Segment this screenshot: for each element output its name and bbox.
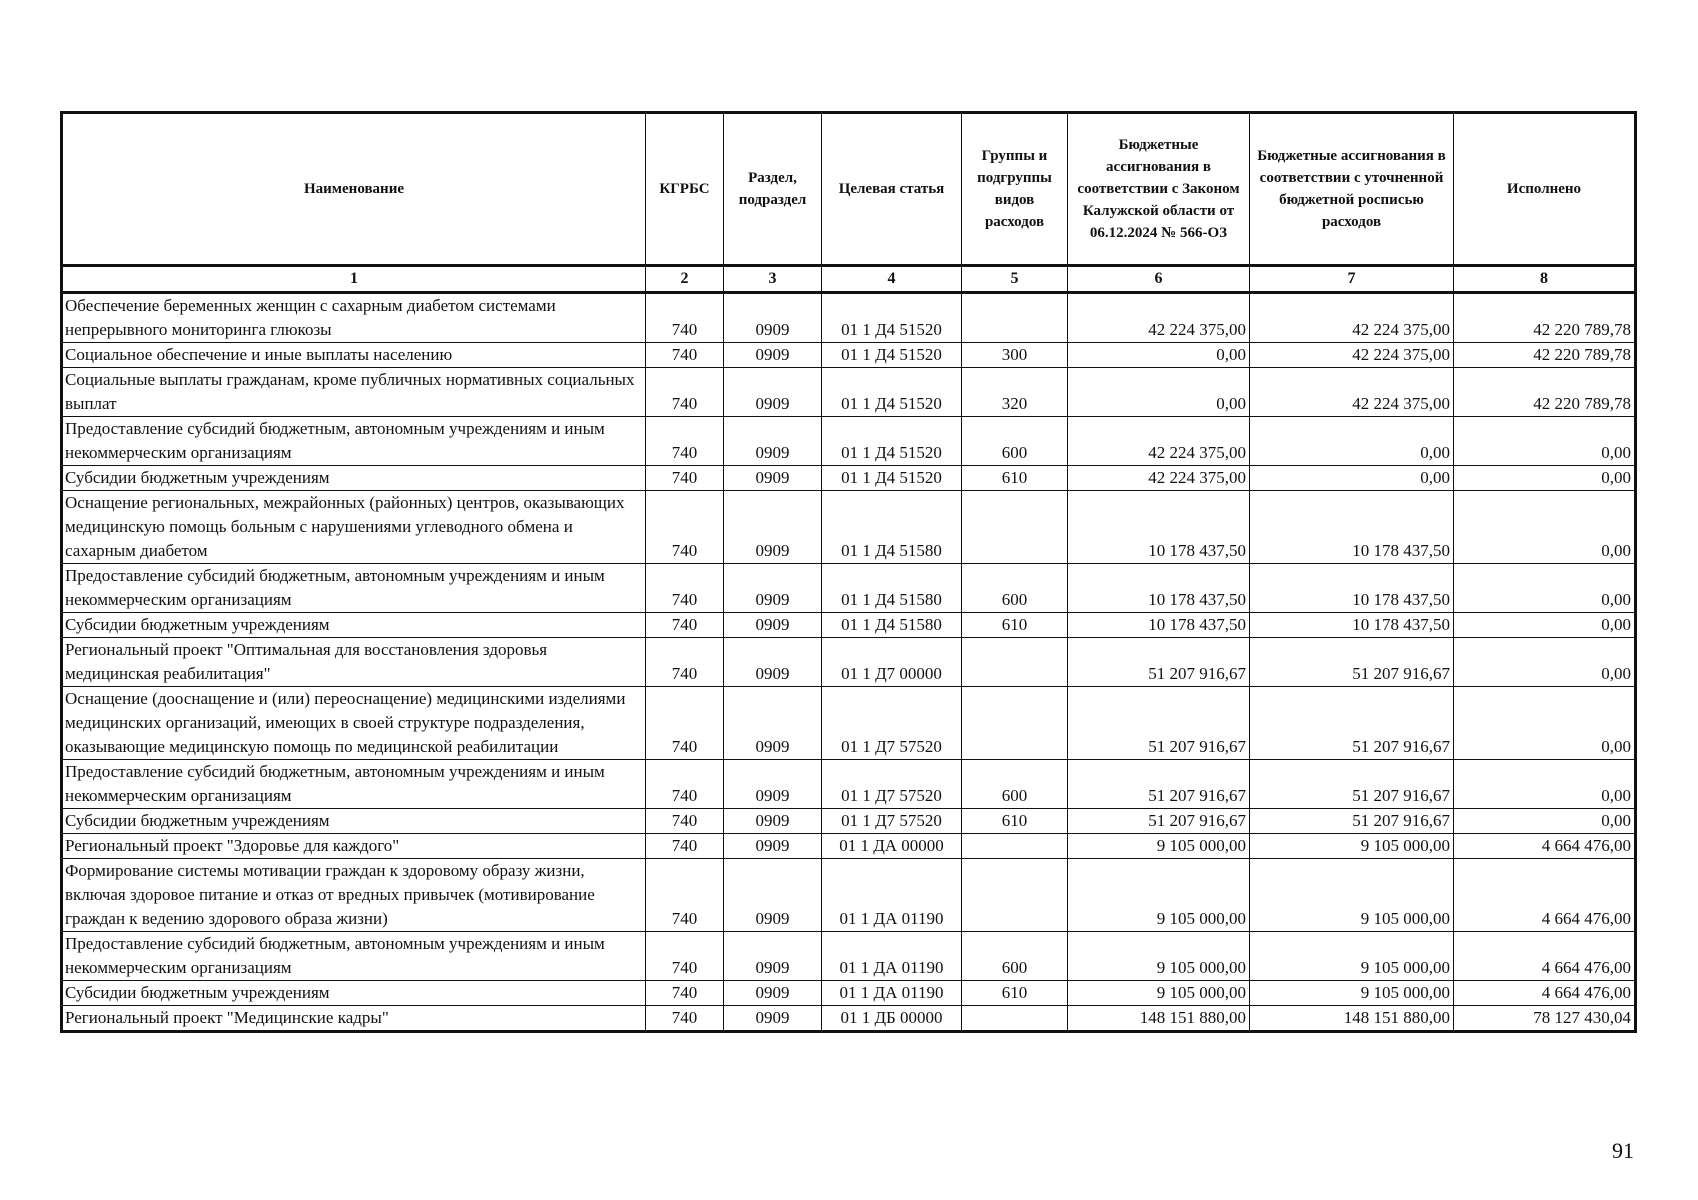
- cell-kgrbs: 740: [646, 417, 724, 466]
- cell-law-appropriation: 9 105 000,00: [1068, 859, 1250, 932]
- table-row: [62, 368, 1636, 417]
- cell-expense-group: 600: [962, 417, 1068, 466]
- cell-refined-appropriation: 0,00: [1250, 417, 1454, 466]
- cell-name: Оснащение (дооснащение и (или) переоснащение) медицинскими изделиями медицинских организаций, имеющих в своей структуре подразделения, оказывающие медицинскую помощь по медицинской реабилитации: [62, 687, 646, 760]
- cell-expense-group: 610: [962, 981, 1068, 1006]
- cell-section: 0909: [724, 932, 822, 981]
- table-row: [62, 981, 1636, 1006]
- cell-law-appropriation: 9 105 000,00: [1068, 981, 1250, 1006]
- cell-section: 0909: [724, 809, 822, 834]
- header-section: Раздел, подраздел: [724, 113, 822, 266]
- cell-target-article: 01 1 Д4 51520: [822, 293, 962, 343]
- cell-kgrbs: 740: [646, 368, 724, 417]
- cell-kgrbs: 740: [646, 834, 724, 859]
- cell-refined-appropriation: 10 178 437,50: [1250, 564, 1454, 613]
- cell-name: Предоставление субсидий бюджетным, автономным учреждениям и иным некоммерческим организациям: [62, 417, 646, 466]
- cell-section: 0909: [724, 1006, 822, 1032]
- cell-kgrbs: 740: [646, 809, 724, 834]
- cell-expense-group: 600: [962, 932, 1068, 981]
- cell-expense-group: 600: [962, 564, 1068, 613]
- cell-section: 0909: [724, 638, 822, 687]
- cell-refined-appropriation: 42 224 375,00: [1250, 293, 1454, 343]
- cell-law-appropriation: 51 207 916,67: [1068, 687, 1250, 760]
- cell-target-article: 01 1 ДА 01190: [822, 981, 962, 1006]
- cell-kgrbs: 740: [646, 638, 724, 687]
- cell-name: Субсидии бюджетным учреждениям: [62, 981, 646, 1006]
- cell-name: Предоставление субсидий бюджетным, автономным учреждениям и иным некоммерческим организациям: [62, 932, 646, 981]
- cell-refined-appropriation: 0,00: [1250, 466, 1454, 491]
- cell-expense-group: [962, 687, 1068, 760]
- cell-refined-appropriation: 10 178 437,50: [1250, 491, 1454, 564]
- cell-section: 0909: [724, 981, 822, 1006]
- cell-target-article: 01 1 Д4 51520: [822, 417, 962, 466]
- cell-refined-appropriation: 42 224 375,00: [1250, 368, 1454, 417]
- header-executed: Исполнено: [1454, 113, 1636, 266]
- table-row: [62, 466, 1636, 491]
- cell-law-appropriation: 42 224 375,00: [1068, 293, 1250, 343]
- cell-refined-appropriation: 9 105 000,00: [1250, 834, 1454, 859]
- cell-executed: 0,00: [1454, 417, 1636, 466]
- header-law-appropriations: Бюджетные ассигнования в соответствии с Законом Калужской области от 06.12.2024 № 566-ОЗ: [1068, 113, 1250, 266]
- cell-name: Предоставление субсидий бюджетным, автономным учреждениям и иным некоммерческим организациям: [62, 760, 646, 809]
- cell-target-article: 01 1 Д4 51520: [822, 466, 962, 491]
- cell-executed: 42 220 789,78: [1454, 368, 1636, 417]
- cell-law-appropriation: 42 224 375,00: [1068, 417, 1250, 466]
- column-number: 4: [822, 266, 962, 293]
- cell-executed: 4 664 476,00: [1454, 859, 1636, 932]
- cell-target-article: 01 1 Д4 51580: [822, 613, 962, 638]
- cell-target-article: 01 1 Д7 57520: [822, 687, 962, 760]
- cell-law-appropriation: 148 151 880,00: [1068, 1006, 1250, 1032]
- cell-executed: 42 220 789,78: [1454, 343, 1636, 368]
- cell-law-appropriation: 10 178 437,50: [1068, 491, 1250, 564]
- cell-name: Социальные выплаты гражданам, кроме публичных нормативных социальных выплат: [62, 368, 646, 417]
- table-row: [62, 491, 1636, 564]
- cell-refined-appropriation: 148 151 880,00: [1250, 1006, 1454, 1032]
- cell-refined-appropriation: 51 207 916,67: [1250, 687, 1454, 760]
- cell-target-article: 01 1 ДБ 00000: [822, 1006, 962, 1032]
- cell-executed: 0,00: [1454, 613, 1636, 638]
- cell-law-appropriation: 9 105 000,00: [1068, 932, 1250, 981]
- cell-executed: 0,00: [1454, 466, 1636, 491]
- cell-refined-appropriation: 9 105 000,00: [1250, 981, 1454, 1006]
- cell-kgrbs: 740: [646, 1006, 724, 1032]
- cell-target-article: 01 1 ДА 00000: [822, 834, 962, 859]
- cell-name: Оснащение региональных, межрайонных (районных) центров, оказывающих медицинскую помощь больным с нарушениями углеводного обмена и сахарным диабетом: [62, 491, 646, 564]
- cell-expense-group: [962, 859, 1068, 932]
- table-row: [62, 417, 1636, 466]
- cell-section: 0909: [724, 417, 822, 466]
- cell-expense-group: 610: [962, 613, 1068, 638]
- cell-name: Субсидии бюджетным учреждениям: [62, 613, 646, 638]
- column-number: 8: [1454, 266, 1636, 293]
- table-body: [62, 293, 1636, 1032]
- column-number: 5: [962, 266, 1068, 293]
- cell-refined-appropriation: 9 105 000,00: [1250, 932, 1454, 981]
- column-number: 2: [646, 266, 724, 293]
- cell-refined-appropriation: 51 207 916,67: [1250, 809, 1454, 834]
- table-row: [62, 564, 1636, 613]
- cell-expense-group: 610: [962, 809, 1068, 834]
- header-refined-appropriations: Бюджетные ассигнования в соответствии с уточненной бюджетной росписью расходов: [1250, 113, 1454, 266]
- header-kgrbs: КГРБС: [646, 113, 724, 266]
- cell-kgrbs: 740: [646, 687, 724, 760]
- cell-law-appropriation: 51 207 916,67: [1068, 638, 1250, 687]
- table-row: [62, 932, 1636, 981]
- cell-target-article: 01 1 Д4 51520: [822, 343, 962, 368]
- cell-law-appropriation: 0,00: [1068, 368, 1250, 417]
- cell-name: Формирование системы мотивации граждан к здоровому образу жизни, включая здоровое питание и отказ от вредных привычек (мотивирование граждан к ведению здорового образа жизни): [62, 859, 646, 932]
- header-row: [62, 113, 1636, 266]
- cell-law-appropriation: 42 224 375,00: [1068, 466, 1250, 491]
- cell-name: Региональный проект "Оптимальная для восстановления здоровья медицинская реабилитация": [62, 638, 646, 687]
- table-row: [62, 687, 1636, 760]
- cell-executed: 0,00: [1454, 491, 1636, 564]
- cell-refined-appropriation: 10 178 437,50: [1250, 613, 1454, 638]
- budget-execution-table: [60, 111, 1637, 1033]
- cell-expense-group: 610: [962, 466, 1068, 491]
- cell-name: Субсидии бюджетным учреждениям: [62, 466, 646, 491]
- cell-expense-group: [962, 638, 1068, 687]
- table-row: [62, 638, 1636, 687]
- cell-section: 0909: [724, 859, 822, 932]
- cell-law-appropriation: 51 207 916,67: [1068, 809, 1250, 834]
- cell-kgrbs: 740: [646, 491, 724, 564]
- cell-executed: 0,00: [1454, 564, 1636, 613]
- cell-expense-group: 300: [962, 343, 1068, 368]
- header-expense-groups: Группы и подгруппы видов расходов: [962, 113, 1068, 266]
- cell-expense-group: [962, 834, 1068, 859]
- cell-expense-group: [962, 293, 1068, 343]
- cell-expense-group: [962, 491, 1068, 564]
- cell-expense-group: 600: [962, 760, 1068, 809]
- cell-target-article: 01 1 Д4 51580: [822, 564, 962, 613]
- cell-section: 0909: [724, 613, 822, 638]
- cell-name: Предоставление субсидий бюджетным, автономным учреждениям и иным некоммерческим организациям: [62, 564, 646, 613]
- column-number: 6: [1068, 266, 1250, 293]
- cell-executed: 42 220 789,78: [1454, 293, 1636, 343]
- cell-expense-group: 320: [962, 368, 1068, 417]
- cell-refined-appropriation: 51 207 916,67: [1250, 638, 1454, 687]
- table-row: [62, 1006, 1636, 1032]
- cell-section: 0909: [724, 834, 822, 859]
- table-row: [62, 343, 1636, 368]
- cell-section: 0909: [724, 687, 822, 760]
- table-row: [62, 834, 1636, 859]
- cell-kgrbs: 740: [646, 932, 724, 981]
- column-number: 3: [724, 266, 822, 293]
- cell-name: Обеспечение беременных женщин с сахарным диабетом системами непрерывного мониторинга глюкозы: [62, 293, 646, 343]
- cell-target-article: 01 1 Д7 57520: [822, 760, 962, 809]
- table-row: [62, 613, 1636, 638]
- cell-executed: 4 664 476,00: [1454, 834, 1636, 859]
- cell-section: 0909: [724, 466, 822, 491]
- cell-kgrbs: 740: [646, 343, 724, 368]
- cell-executed: 0,00: [1454, 809, 1636, 834]
- cell-section: 0909: [724, 368, 822, 417]
- cell-target-article: 01 1 ДА 01190: [822, 932, 962, 981]
- header-name: Наименование: [62, 113, 646, 266]
- cell-kgrbs: 740: [646, 293, 724, 343]
- cell-executed: 0,00: [1454, 687, 1636, 760]
- cell-law-appropriation: 9 105 000,00: [1068, 834, 1250, 859]
- cell-kgrbs: 740: [646, 981, 724, 1006]
- cell-executed: 0,00: [1454, 760, 1636, 809]
- cell-section: 0909: [724, 293, 822, 343]
- cell-name: Социальное обеспечение и иные выплаты населению: [62, 343, 646, 368]
- cell-executed: 0,00: [1454, 638, 1636, 687]
- cell-section: 0909: [724, 491, 822, 564]
- cell-name: Субсидии бюджетным учреждениям: [62, 809, 646, 834]
- cell-law-appropriation: 0,00: [1068, 343, 1250, 368]
- cell-name: Региональный проект "Здоровье для каждого": [62, 834, 646, 859]
- cell-refined-appropriation: 51 207 916,67: [1250, 760, 1454, 809]
- cell-law-appropriation: 10 178 437,50: [1068, 564, 1250, 613]
- table-row: [62, 859, 1636, 932]
- cell-executed: 78 127 430,04: [1454, 1006, 1636, 1032]
- cell-kgrbs: 740: [646, 613, 724, 638]
- column-number-row: [62, 266, 1636, 293]
- table-row: [62, 809, 1636, 834]
- cell-kgrbs: 740: [646, 564, 724, 613]
- cell-law-appropriation: 51 207 916,67: [1068, 760, 1250, 809]
- cell-executed: 4 664 476,00: [1454, 932, 1636, 981]
- cell-name: Региональный проект "Медицинские кадры": [62, 1006, 646, 1032]
- header-target-article: Целевая статья: [822, 113, 962, 266]
- cell-kgrbs: 740: [646, 466, 724, 491]
- table-row: [62, 293, 1636, 343]
- cell-refined-appropriation: 42 224 375,00: [1250, 343, 1454, 368]
- cell-target-article: 01 1 ДА 01190: [822, 859, 962, 932]
- table-row: [62, 760, 1636, 809]
- cell-refined-appropriation: 9 105 000,00: [1250, 859, 1454, 932]
- cell-target-article: 01 1 Д7 57520: [822, 809, 962, 834]
- cell-kgrbs: 740: [646, 859, 724, 932]
- column-number: 1: [62, 266, 646, 293]
- cell-target-article: 01 1 Д4 51520: [822, 368, 962, 417]
- cell-law-appropriation: 10 178 437,50: [1068, 613, 1250, 638]
- column-number: 7: [1250, 266, 1454, 293]
- cell-section: 0909: [724, 760, 822, 809]
- cell-target-article: 01 1 Д7 00000: [822, 638, 962, 687]
- cell-section: 0909: [724, 343, 822, 368]
- cell-target-article: 01 1 Д4 51580: [822, 491, 962, 564]
- cell-section: 0909: [724, 564, 822, 613]
- cell-kgrbs: 740: [646, 760, 724, 809]
- cell-expense-group: [962, 1006, 1068, 1032]
- page-number: 91: [1612, 1138, 1634, 1163]
- cell-executed: 4 664 476,00: [1454, 981, 1636, 1006]
